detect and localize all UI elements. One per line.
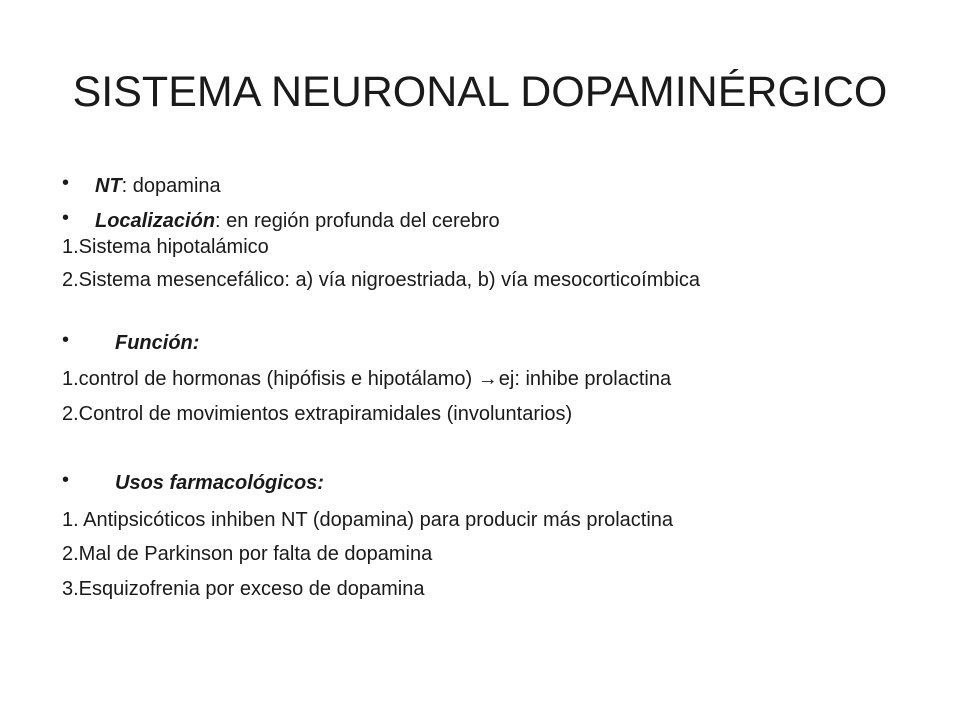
- localizacion-text: : en región profunda del cerebro: [215, 210, 500, 232]
- item-funcion: [115, 331, 199, 355]
- funcion-sub-1: [62, 367, 671, 391]
- slide-title: SISTEMA NEURONAL DOPAMINÉRGICO: [72, 68, 888, 116]
- item-usos: [115, 471, 324, 495]
- localizacion-label: Localización: [95, 210, 216, 232]
- bullet-funcion: •: [62, 329, 70, 351]
- usos-label: Usos farmacológicos:: [115, 472, 324, 494]
- usos-sub-1: 1. Antipsicóticos inhiben NT (dopamina) para producir más prolactina: [62, 509, 674, 531]
- funcion-label: Función:: [115, 332, 200, 354]
- localizacion-sub-2: 2.Sistema mesencefálico: a) vía nigroestriada, b) vía mesocorticoímbica: [62, 269, 701, 291]
- nt-text: : dopamina: [121, 175, 221, 197]
- bullet-localizacion: •: [62, 207, 70, 229]
- usos-sub-3: 3.Esquizofrenia por exceso de dopamina: [62, 578, 425, 600]
- nt-label: NT: [95, 175, 122, 197]
- funcion-sub-2: 2.Control de movimientos extrapiramidales (involuntarios): [62, 403, 573, 425]
- bullet-usos: •: [62, 469, 70, 491]
- bullet-nt: •: [62, 172, 70, 194]
- funcion-sub-1-example: ej: inhibe prolactina: [498, 368, 672, 390]
- item-nt: [95, 174, 221, 198]
- right-arrow-icon: →: [477, 368, 498, 390]
- usos-sub-2: 2.Mal de Parkinson por falta de dopamina: [62, 543, 433, 565]
- funcion-sub-1-text: 1.control de hormonas (hipófisis e hipotálamo): [62, 368, 478, 390]
- localizacion-sub-1: 1.Sistema hipotalámico: [62, 236, 269, 258]
- item-localizacion: [95, 209, 500, 233]
